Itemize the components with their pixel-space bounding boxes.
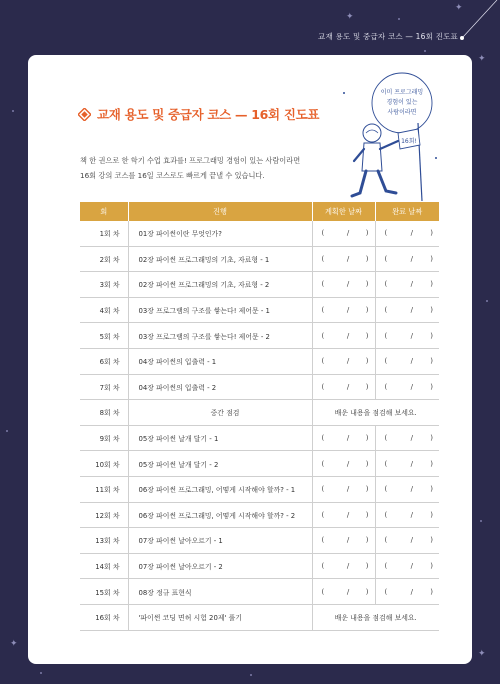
paren-open: ( [384, 382, 388, 391]
content-cell: 03장 프로그램의 구조를 쌓는다! 제어문 - 2 [128, 323, 312, 349]
date-slash: / [410, 587, 413, 596]
paren-close: ) [365, 485, 369, 494]
paren-close: ) [430, 459, 433, 468]
paren-open: ( [384, 562, 388, 571]
flag-text: 16회! [401, 138, 417, 145]
completed-date-cell[interactable] [375, 272, 439, 298]
page-title: 교재 용도 및 중급자 코스 — 16회 진도표 [97, 107, 320, 122]
paren-close: ) [365, 434, 369, 443]
date-slash: / [346, 510, 350, 519]
paren-open: ( [321, 434, 325, 443]
paren-close: ) [365, 254, 369, 263]
table-row [80, 476, 439, 502]
date-slash: / [346, 280, 350, 289]
session-cell: 13회 차 [80, 528, 128, 554]
session-cell: 14회 차 [80, 553, 128, 579]
completed-date-cell[interactable] [375, 425, 439, 451]
session-cell: 4회 차 [80, 297, 128, 323]
planned-date-cell[interactable] [312, 553, 375, 579]
paren-open: ( [321, 331, 325, 340]
planned-date-cell[interactable] [312, 425, 375, 451]
planned-date-cell[interactable] [312, 323, 375, 349]
paren-close: ) [365, 587, 369, 596]
content-cell: 08장 정규 표현식 [128, 579, 312, 605]
paren-close: ) [365, 229, 369, 238]
paren-open: ( [321, 459, 325, 468]
session-cell: 9회 차 [80, 425, 128, 451]
paren-close: ) [365, 459, 369, 468]
date-slash: / [410, 306, 413, 315]
paren-close: ) [365, 357, 369, 366]
completed-date-cell[interactable] [375, 297, 439, 323]
paren-close: ) [430, 536, 433, 545]
session-cell: 10회 차 [80, 451, 128, 477]
table-row [80, 502, 439, 528]
paren-close: ) [430, 562, 433, 571]
date-slash: / [410, 459, 413, 468]
paren-close: ) [430, 229, 433, 238]
completed-date-cell[interactable] [375, 528, 439, 554]
paren-open: ( [384, 357, 388, 366]
table-row [80, 553, 439, 579]
table-row [80, 451, 439, 477]
star-decoration: ✦ [10, 639, 18, 649]
note-cell: 배운 내용을 점검해 보세요. [312, 400, 439, 426]
date-slash: / [410, 485, 413, 494]
date-slash: / [346, 306, 350, 315]
star-decoration: ✦ [478, 54, 486, 64]
date-slash: / [346, 587, 350, 596]
planned-date-cell[interactable] [312, 246, 375, 272]
paren-open: ( [321, 229, 325, 238]
session-cell: 1회 차 [80, 221, 128, 246]
progress-table [80, 202, 439, 631]
paren-open: ( [384, 485, 388, 494]
dot-decoration [6, 430, 8, 432]
content-cell: 02장 파이썬 프로그래밍의 기초, 자료형 - 1 [128, 246, 312, 272]
date-slash: / [346, 331, 350, 340]
content-cell: 03장 프로그램의 구조를 쌓는다! 제어문 - 1 [128, 297, 312, 323]
paren-open: ( [384, 459, 388, 468]
header-session: 회 [80, 202, 128, 221]
paren-open: ( [321, 254, 325, 263]
session-cell: 11회 차 [80, 476, 128, 502]
star-decoration: ✦ [346, 12, 354, 22]
paren-close: ) [430, 587, 433, 596]
diamond-bullet-icon [78, 108, 91, 121]
date-slash: / [346, 382, 350, 391]
completed-date-cell[interactable] [375, 451, 439, 477]
paren-open: ( [384, 331, 388, 340]
content-cell: 중간 점검 [128, 400, 312, 426]
content-card [28, 55, 472, 664]
session-cell: 5회 차 [80, 323, 128, 349]
paren-open: ( [321, 510, 325, 519]
completed-date-cell[interactable] [375, 246, 439, 272]
session-cell: 16회 차 [80, 604, 128, 630]
content-cell: '파이썬 코딩 면허 시험 20제' 풀기 [128, 604, 312, 630]
paren-open: ( [384, 280, 388, 289]
date-slash: / [410, 357, 413, 366]
paren-open: ( [321, 485, 325, 494]
paren-open: ( [321, 382, 325, 391]
paren-close: ) [365, 562, 369, 571]
paren-open: ( [384, 254, 388, 263]
dot-decoration [12, 110, 14, 112]
dot-decoration [40, 672, 42, 674]
completed-date-cell[interactable] [375, 476, 439, 502]
planned-date-cell[interactable] [312, 502, 375, 528]
paren-open: ( [321, 280, 325, 289]
content-cell: 06장 파이썬 프로그래밍, 어떻게 시작해야 할까? - 2 [128, 502, 312, 528]
date-slash: / [410, 434, 413, 443]
paren-close: ) [430, 331, 433, 340]
planned-date-cell[interactable] [312, 272, 375, 298]
date-slash: / [346, 229, 350, 238]
table-header-row [80, 202, 439, 221]
date-slash: / [410, 254, 413, 263]
dot-decoration [250, 674, 252, 676]
paren-open: ( [321, 306, 325, 315]
table-row [80, 400, 439, 426]
planned-date-cell[interactable] [312, 374, 375, 400]
planned-date-cell[interactable] [312, 297, 375, 323]
session-cell: 2회 차 [80, 246, 128, 272]
date-slash: / [410, 229, 413, 238]
date-slash: / [346, 536, 350, 545]
completed-date-cell[interactable] [375, 579, 439, 605]
session-cell: 6회 차 [80, 348, 128, 374]
date-slash: / [410, 331, 413, 340]
paren-close: ) [365, 306, 369, 315]
completed-date-cell[interactable] [375, 502, 439, 528]
content-cell: 05장 파이썬 날개 달기 - 1 [128, 425, 312, 451]
paren-close: ) [365, 382, 369, 391]
paren-open: ( [384, 587, 388, 596]
table-row [80, 425, 439, 451]
paren-open: ( [384, 306, 388, 315]
intro-line: 16회 강의 코스를 16일 코스로도 빠르게 끝낼 수 있습니다. [80, 171, 265, 180]
paren-close: ) [430, 485, 433, 494]
table-row [80, 297, 439, 323]
paren-close: ) [430, 280, 433, 289]
date-slash: / [410, 536, 413, 545]
content-cell: 02장 파이썬 프로그래밍의 기초, 자료형 - 2 [128, 272, 312, 298]
paren-close: ) [430, 306, 433, 315]
planned-date-cell[interactable] [312, 476, 375, 502]
paren-close: ) [430, 510, 433, 519]
table-row [80, 272, 439, 298]
table-row [80, 374, 439, 400]
completed-date-cell[interactable] [375, 553, 439, 579]
table-row [80, 528, 439, 554]
helmet [363, 124, 381, 142]
table-row [80, 323, 439, 349]
planned-date-cell[interactable] [312, 528, 375, 554]
bubble-text: 사람이라면 [387, 109, 417, 116]
completed-date-cell[interactable] [375, 374, 439, 400]
date-slash: / [346, 562, 350, 571]
session-cell: 12회 차 [80, 502, 128, 528]
paren-close: ) [430, 382, 433, 391]
header-planned-date: 계획한 날짜 [312, 202, 375, 221]
session-cell: 3회 차 [80, 272, 128, 298]
table-body [80, 221, 439, 630]
table-row [80, 579, 439, 605]
title-row [78, 105, 319, 123]
intro-line: 책 한 권으로 한 학기 수업 효과를! 프로그래밍 경험이 있는 사람이라면 [80, 156, 301, 165]
dot-decoration [424, 50, 426, 52]
date-slash: / [346, 357, 350, 366]
session-cell: 7회 차 [80, 374, 128, 400]
content-cell: 05장 파이썬 날개 달기 - 2 [128, 451, 312, 477]
bubble-text: 경험이 있는 [386, 99, 418, 106]
session-cell: 15회 차 [80, 579, 128, 605]
completed-date-cell[interactable] [375, 323, 439, 349]
content-cell: 07장 파이썬 날아오르기 - 1 [128, 528, 312, 554]
date-slash: / [346, 434, 350, 443]
paren-close: ) [430, 254, 433, 263]
paren-open: ( [321, 536, 325, 545]
paren-close: ) [365, 536, 369, 545]
planned-date-cell[interactable] [312, 348, 375, 374]
star-decoration: ✦ [455, 3, 463, 13]
header-section-tag: 교재 용도 및 중급자 코스 — 16회 진도표 [318, 32, 458, 41]
header-content: 진행 [128, 202, 312, 221]
table-row [80, 246, 439, 272]
star-decoration: ✦ [478, 649, 486, 659]
date-slash: / [346, 254, 350, 263]
completed-date-cell[interactable] [375, 348, 439, 374]
date-slash: / [346, 485, 350, 494]
paren-close: ) [430, 357, 433, 366]
paren-close: ) [365, 280, 369, 289]
table-row [80, 221, 439, 246]
content-cell: 06장 파이썬 프로그래밍, 어떻게 시작해야 할까? - 1 [128, 476, 312, 502]
date-slash: / [410, 510, 413, 519]
bubble-text: 이미 프로그래밍 [380, 89, 424, 96]
table-row [80, 604, 439, 630]
planned-date-cell[interactable] [312, 221, 375, 246]
content-cell: 01장 파이썬이란 무엇인가? [128, 221, 312, 246]
completed-date-cell[interactable] [375, 221, 439, 246]
date-slash: / [410, 280, 413, 289]
session-cell: 8회 차 [80, 400, 128, 426]
content-cell: 04장 파이썬의 입출력 - 2 [128, 374, 312, 400]
date-slash: / [410, 382, 413, 391]
paren-open: ( [321, 357, 325, 366]
dot-decoration [486, 300, 488, 302]
paren-open: ( [321, 562, 325, 571]
paren-open: ( [384, 536, 388, 545]
date-slash: / [410, 562, 413, 571]
paren-open: ( [384, 229, 388, 238]
astronaut-illustration [336, 63, 446, 203]
header-completed-date: 완료 날짜 [375, 202, 439, 221]
planned-date-cell[interactable] [312, 451, 375, 477]
note-cell: 배운 내용을 점검해 보세요. [312, 604, 439, 630]
planned-date-cell[interactable] [312, 579, 375, 605]
content-cell: 07장 파이썬 날아오르기 - 2 [128, 553, 312, 579]
paren-open: ( [384, 434, 388, 443]
paren-open: ( [384, 510, 388, 519]
content-cell: 04장 파이썬의 입출력 - 1 [128, 348, 312, 374]
dot-decoration [480, 520, 482, 522]
paren-open: ( [321, 587, 325, 596]
paren-close: ) [365, 510, 369, 519]
table-row [80, 348, 439, 374]
dot-decoration [398, 18, 400, 20]
paren-close: ) [365, 331, 369, 340]
paren-close: ) [430, 434, 433, 443]
date-slash: / [346, 459, 350, 468]
